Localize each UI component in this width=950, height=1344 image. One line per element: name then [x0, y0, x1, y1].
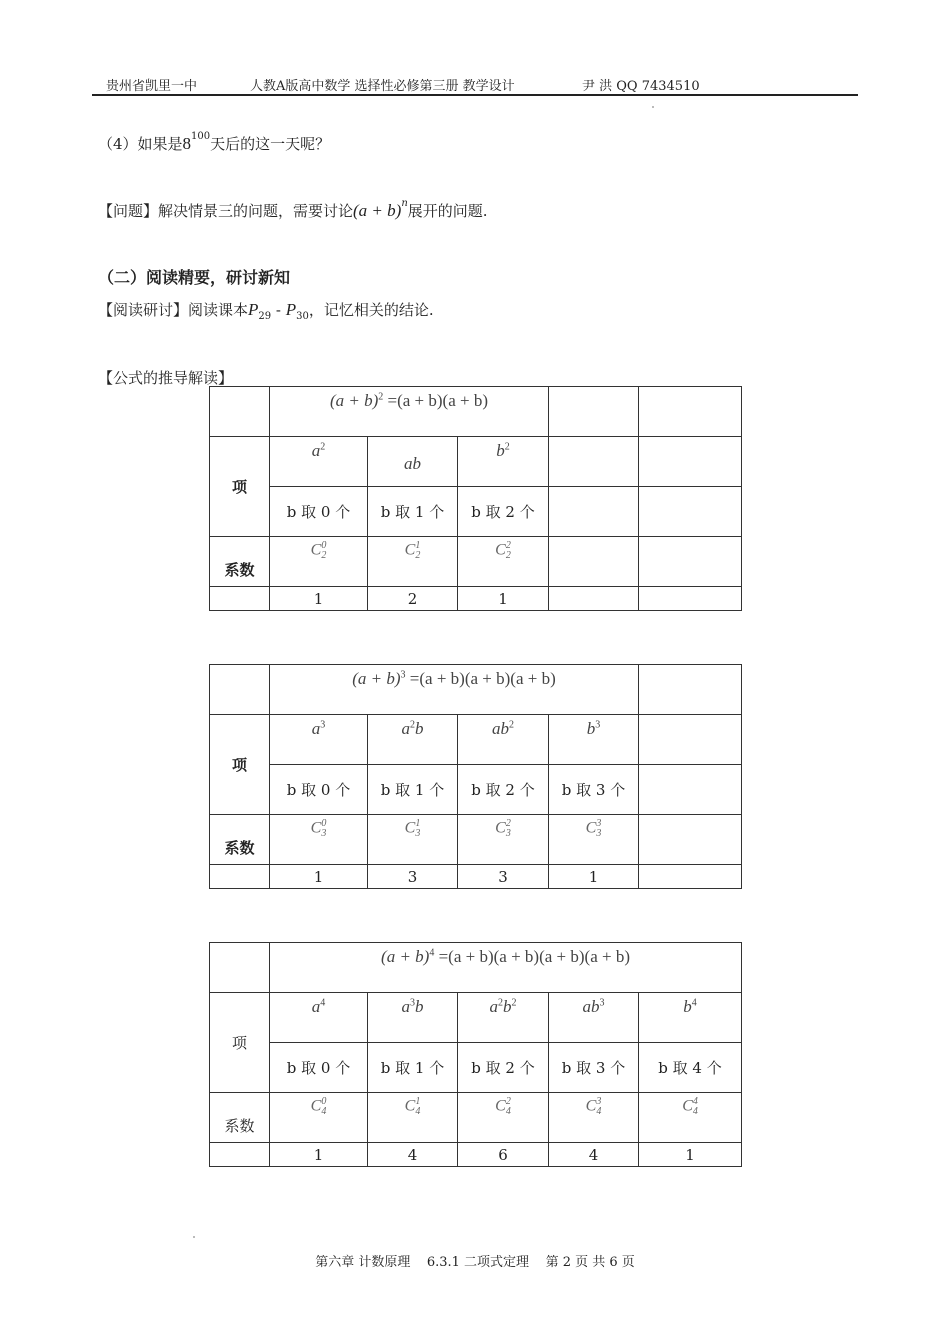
read-prefix: 【阅读研讨】阅读课本	[98, 301, 249, 319]
coef-sup: 0	[321, 818, 327, 829]
value-cell: 3	[368, 865, 458, 889]
count-cell: b 取 1 个	[368, 765, 458, 815]
coef-sub: 2	[321, 550, 327, 561]
coef-sup: 1	[415, 540, 421, 551]
page-header	[92, 72, 858, 96]
count-cell: b 取 0 个	[270, 487, 368, 537]
term-tail: b	[415, 997, 424, 1016]
problem-suffix: 展开的问题.	[407, 202, 488, 220]
problem-exp: n	[401, 198, 408, 209]
coef-sup: 0	[321, 1096, 327, 1107]
empty-cell	[639, 387, 742, 437]
coef-c: C	[682, 1097, 693, 1115]
identity-lhs: (a + b)	[352, 669, 401, 688]
term-sup: 2	[504, 441, 510, 453]
read-suffix: ，记忆相关的结论.	[308, 301, 434, 319]
coef-c: C	[310, 541, 322, 559]
count-cell: b 取 2 个	[458, 487, 549, 537]
value-cell: 1	[549, 865, 639, 889]
empty-cell	[639, 537, 742, 587]
value-cell: 1	[458, 587, 549, 611]
row-label-term: 项	[210, 715, 270, 815]
term-cell	[368, 715, 458, 765]
empty-cell	[549, 537, 639, 587]
identity-rhs: =(a + b)(a + b)(a + b)	[405, 669, 556, 688]
expansion-table-4	[209, 942, 742, 1167]
term-cell	[270, 715, 368, 765]
count-cell: b 取 2 个	[458, 765, 549, 815]
value-cell: 1	[270, 587, 368, 611]
row-label-term: 项	[210, 993, 270, 1093]
term-base: a	[401, 719, 410, 738]
corner-cell	[210, 665, 270, 715]
count-cell: b 取 3 个	[549, 1043, 639, 1093]
term-base: a	[311, 441, 321, 460]
value-cell: 4	[368, 1143, 458, 1167]
page-ref-end-sub: 30	[296, 311, 309, 322]
coef-sub: 4	[415, 1106, 421, 1117]
count-cell: b 取 0 个	[270, 765, 368, 815]
section-title: （二）阅读精要，研讨新知	[98, 268, 291, 287]
empty-cell	[210, 865, 270, 889]
value-cell: 1	[639, 1143, 742, 1167]
coef-c: C	[495, 1097, 506, 1115]
coef-sup: 3	[596, 1096, 602, 1107]
empty-cell	[210, 587, 270, 611]
header-school: 贵州省凯里一中	[106, 79, 198, 94]
coef-sub: 3	[596, 828, 602, 839]
problem-tag: 【问题】解决情景三的问题，需要讨论	[98, 202, 354, 220]
coef-c: C	[495, 541, 506, 559]
empty-cell	[549, 487, 639, 537]
coef-cell	[458, 1093, 549, 1143]
empty-cell	[639, 437, 742, 487]
term-base: b	[496, 441, 505, 460]
term-sup: 2	[498, 997, 503, 1009]
term-cell	[368, 993, 458, 1043]
coef-sub: 2	[415, 550, 421, 561]
identity-rhs: =(a + b)(a + b)	[383, 391, 489, 410]
coef-cell	[368, 537, 458, 587]
empty-cell	[549, 587, 639, 611]
term-base: a	[311, 997, 321, 1016]
header-author: 尹 洪 QQ 7434510	[582, 79, 700, 94]
coef-cell	[458, 815, 549, 865]
question-4	[98, 133, 330, 154]
coef-sup: 0	[321, 540, 327, 551]
header-book: 人教A版高中数学 选择性必修第三册 教学设计	[250, 79, 515, 94]
speck	[652, 106, 654, 108]
term-sup: 2	[320, 441, 326, 453]
term-cell	[549, 993, 639, 1043]
term-base: a	[489, 997, 498, 1016]
empty-cell	[639, 815, 742, 865]
term-sup: 3	[595, 719, 601, 731]
empty-cell	[639, 715, 742, 765]
coef-cell	[270, 537, 368, 587]
identity-lhs: (a + b)	[381, 947, 430, 966]
term-cell	[458, 715, 549, 765]
coef-c: C	[310, 1097, 322, 1115]
value-cell: 1	[270, 1143, 368, 1167]
term-tail-sup: 2	[511, 997, 517, 1009]
value-cell: 6	[458, 1143, 549, 1167]
term-sup: 4	[320, 997, 326, 1009]
identity-cell	[270, 665, 639, 715]
q4-prefix: （4）如果是	[98, 135, 183, 153]
value-cell: 2	[368, 587, 458, 611]
q4-suffix: 天后的这一天呢？	[210, 135, 331, 153]
corner-cell	[210, 387, 270, 437]
count-cell: b 取 1 个	[368, 487, 458, 537]
coef-sup: 1	[415, 1096, 421, 1107]
identity-cell	[270, 387, 549, 437]
identity-cell	[270, 943, 742, 993]
term-cell	[368, 437, 458, 487]
coef-sup: 4	[692, 1096, 698, 1107]
coef-cell	[368, 1093, 458, 1143]
identity-rhs: =(a + b)(a + b)(a + b)(a + b)	[434, 947, 630, 966]
count-cell: b 取 1 个	[368, 1043, 458, 1093]
q4-exp: 100	[191, 131, 211, 142]
term-sup: 2	[509, 719, 514, 731]
term-cell	[270, 437, 368, 487]
term-base: a	[311, 719, 321, 738]
coef-c: C	[404, 541, 416, 559]
empty-cell	[639, 765, 742, 815]
page-ref-start-sub: 29	[258, 311, 272, 322]
reading-line	[98, 299, 434, 322]
coef-c: C	[585, 819, 597, 837]
term-sup: 2	[410, 719, 415, 731]
term-cell	[458, 993, 549, 1043]
coef-c: C	[310, 819, 322, 837]
empty-cell	[549, 437, 639, 487]
identity-power: 4	[429, 947, 435, 959]
coef-sup: 2	[505, 1096, 511, 1107]
page-footer: 第六章 计数原理 6.3.1 二项式定理 第 2 页 共 6 页	[315, 1255, 635, 1270]
empty-cell	[639, 665, 742, 715]
speck	[193, 1236, 195, 1238]
term-cell	[549, 715, 639, 765]
coef-sub: 3	[321, 828, 327, 839]
term-cell	[270, 993, 368, 1043]
term-sup: 4	[691, 997, 697, 1009]
coef-cell	[458, 537, 549, 587]
term-sup: 3	[599, 997, 605, 1009]
coef-sup: 2	[505, 540, 511, 551]
term-tail: b	[503, 997, 512, 1016]
coef-sub: 3	[415, 828, 421, 839]
q4-base: 8	[182, 134, 192, 153]
coef-sub: 4	[596, 1106, 602, 1117]
coef-cell	[549, 1093, 639, 1143]
coef-c: C	[404, 1097, 416, 1115]
value-cell: 3	[458, 865, 549, 889]
page-ref-end: P	[285, 300, 297, 319]
coef-sub: 4	[692, 1106, 698, 1117]
identity-power: 3	[400, 669, 406, 681]
row-label-coef: 系数	[210, 537, 270, 587]
problem-statement	[98, 200, 488, 221]
coef-c: C	[585, 1097, 597, 1115]
identity-power: 2	[378, 391, 384, 403]
page-ref-start: P	[248, 300, 259, 319]
corner-cell	[210, 943, 270, 993]
empty-cell	[549, 387, 639, 437]
formula-heading: 【公式的推导解读】	[98, 369, 234, 387]
coef-sub: 3	[505, 828, 511, 839]
value-cell: 1	[270, 865, 368, 889]
coef-sub: 4	[321, 1106, 327, 1117]
count-cell: b 取 2 个	[458, 1043, 549, 1093]
count-cell: b 取 4 个	[639, 1043, 742, 1093]
coef-sub: 2	[505, 550, 511, 561]
term-base: a	[401, 997, 410, 1016]
coef-c: C	[495, 819, 506, 837]
term-tail: b	[415, 719, 424, 738]
coef-sub: 4	[505, 1106, 511, 1117]
row-label-coef: 系数	[210, 1093, 270, 1143]
coef-cell	[270, 815, 368, 865]
count-cell: b 取 3 个	[549, 765, 639, 815]
row-label-coef: 系数	[210, 815, 270, 865]
coef-c: C	[404, 819, 416, 837]
expansion-table-2	[209, 386, 742, 611]
coef-sup: 3	[596, 818, 602, 829]
coef-cell	[368, 815, 458, 865]
term-base: ab	[582, 997, 600, 1016]
term-sup: 3	[410, 997, 415, 1009]
count-cell: b 取 0 个	[270, 1043, 368, 1093]
term-base: ab	[492, 719, 509, 738]
empty-cell	[639, 587, 742, 611]
page-ref-dash: -	[271, 301, 286, 319]
empty-cell	[639, 865, 742, 889]
value-cell: 4	[549, 1143, 639, 1167]
term-cell	[458, 437, 549, 487]
term-sup: 3	[320, 719, 326, 731]
term-base: b	[586, 719, 596, 738]
row-label-term: 项	[210, 437, 270, 537]
identity-lhs: (a + b)	[329, 391, 379, 410]
coef-sup: 2	[505, 818, 511, 829]
coef-cell	[639, 1093, 742, 1143]
coef-cell	[549, 815, 639, 865]
empty-cell	[210, 1143, 270, 1167]
coef-sup: 1	[415, 818, 421, 829]
coef-cell	[270, 1093, 368, 1143]
term-base: ab	[404, 453, 421, 473]
empty-cell	[639, 487, 742, 537]
problem-expr: (a + b)	[353, 201, 402, 220]
expansion-table-3	[209, 664, 742, 889]
term-cell	[639, 993, 742, 1043]
term-base: b	[683, 997, 692, 1016]
